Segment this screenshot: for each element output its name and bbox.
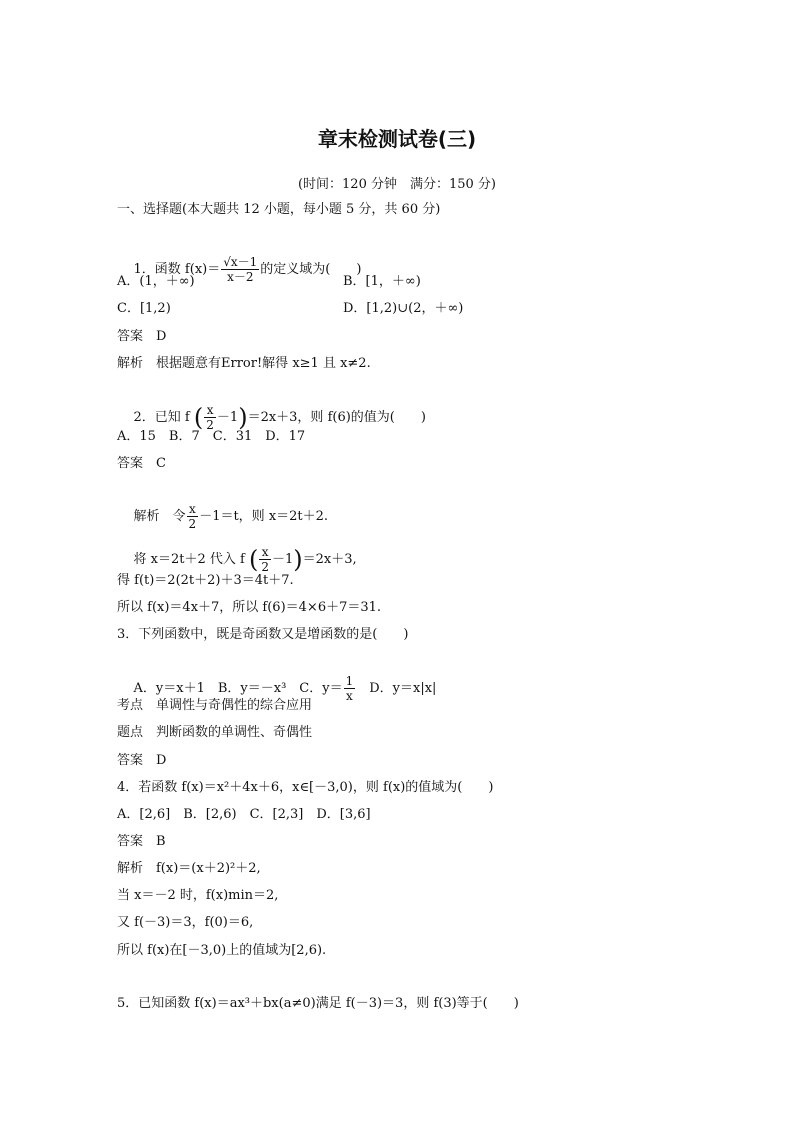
q1-analysis: 解析 根据题意有Error!解得 x≥1 且 x≠2. [117, 356, 371, 371]
q2-sol2-pre: 将 x＝2t＋2 代入 f [133, 552, 249, 567]
q2-sol2-fraction [259, 545, 271, 574]
q3-options-pre: A．y＝x＋1 B．y＝－x³ C．y＝ [133, 681, 343, 696]
q2-solution-line-4: 所以 f(x)＝4x＋7，所以 f(6)＝4×6＋7＝31. [117, 600, 382, 615]
q3-denominator: x [346, 689, 353, 703]
question-1 [117, 237, 361, 302]
q3-answer: 答案 D [117, 753, 167, 768]
q1-option-b: B．[1，＋∞) [343, 274, 421, 289]
q2-sol1-numerator: x [187, 502, 199, 517]
q2-sol2-inner: －1 [272, 552, 294, 567]
q2-answer: 答案 C [117, 456, 166, 471]
q2-sol2-numerator: x [259, 545, 271, 560]
q2-inner: －1 [216, 410, 239, 425]
exam-info: (时间：120 分钟 满分：150 分) [297, 177, 497, 192]
page-title: 章末检测试卷(三) [317, 127, 477, 151]
q3-fraction [344, 674, 356, 703]
q2-denominator: 2 [206, 418, 214, 432]
q2-suffix: ＝2x＋3，则 f(6)的值为( ) [247, 410, 426, 425]
q1-option-c: C．[1,2) [117, 301, 171, 316]
q3-tidian: 题点 判断函数的单调性、奇偶性 [117, 725, 313, 740]
q4-solution-line-3: 又 f(－3)＝3，f(0)＝6, [117, 915, 254, 930]
left-paren: ( [193, 403, 204, 432]
question-3: 3．下列函数中，既是奇函数又是增函数的是( ) [117, 627, 409, 642]
q2-options: A．15 B．7 C．31 D．17 [117, 429, 306, 444]
q2-sol1-post: －1＝t，则 x＝2t＋2. [199, 509, 329, 524]
q3-options-post: D．y＝x|x| [356, 681, 437, 696]
q2-prefix: 2．已知 f [133, 410, 194, 425]
q1-option-d: D．[1,2)∪(2，＋∞) [343, 301, 464, 316]
q2-sol2-denominator: 2 [261, 560, 269, 574]
q4-solution-line-2: 当 x＝－2 时，f(x)min＝2, [117, 888, 279, 903]
q1-option-a: A．(1，＋∞) [117, 274, 195, 289]
q4-solution-line-4: 所以 f(x)在[－3,0)上的值域为[2,6). [117, 943, 327, 958]
q3-kaodian: 考点 单调性与奇偶性的综合应用 [117, 698, 313, 713]
q1-prefix: 1．函数 f(x)＝ [133, 262, 221, 277]
left-paren: ( [248, 545, 259, 574]
right-paren: ) [238, 403, 248, 432]
question-4: 4．若函数 f(x)＝x²＋4x＋6，x∈[－3,0)，则 f(x)的值域为( ) [117, 780, 494, 795]
q1-numerator: √x－1 [223, 255, 258, 269]
q1-fraction [221, 255, 259, 284]
q4-answer: 答案 B [117, 834, 166, 849]
q2-numerator: x [204, 403, 216, 418]
q2-sol1-pre: 解析 令 [133, 509, 186, 524]
question-5: 5．已知函数 f(x)＝ax³＋bx(a≠0)满足 f(－3)＝3，则 f(3)等于( ) [117, 996, 519, 1011]
q1-suffix: 的定义域为( ) [260, 262, 362, 277]
q4-options: A．[2,6] B．[2,6) C．[2,3] D．[3,6] [117, 807, 371, 822]
q3-numerator: 1 [345, 674, 354, 688]
q2-sol1-denominator: 2 [188, 517, 197, 531]
q2-solution-line-3: 得 f(t)＝2(2t＋2)＋3＝4t＋7. [117, 573, 294, 588]
right-paren: ) [293, 545, 303, 574]
section-heading: 一、选择题(本大题共 12 小题，每小题 5 分，共 60 分) [117, 202, 441, 217]
q2-sol2-post: ＝2x＋3, [302, 552, 357, 567]
q4-solution-line-1: 解析 f(x)＝(x＋2)²＋2, [117, 861, 261, 876]
q1-denominator: x－2 [227, 270, 254, 284]
q1-answer: 答案 D [117, 329, 167, 344]
